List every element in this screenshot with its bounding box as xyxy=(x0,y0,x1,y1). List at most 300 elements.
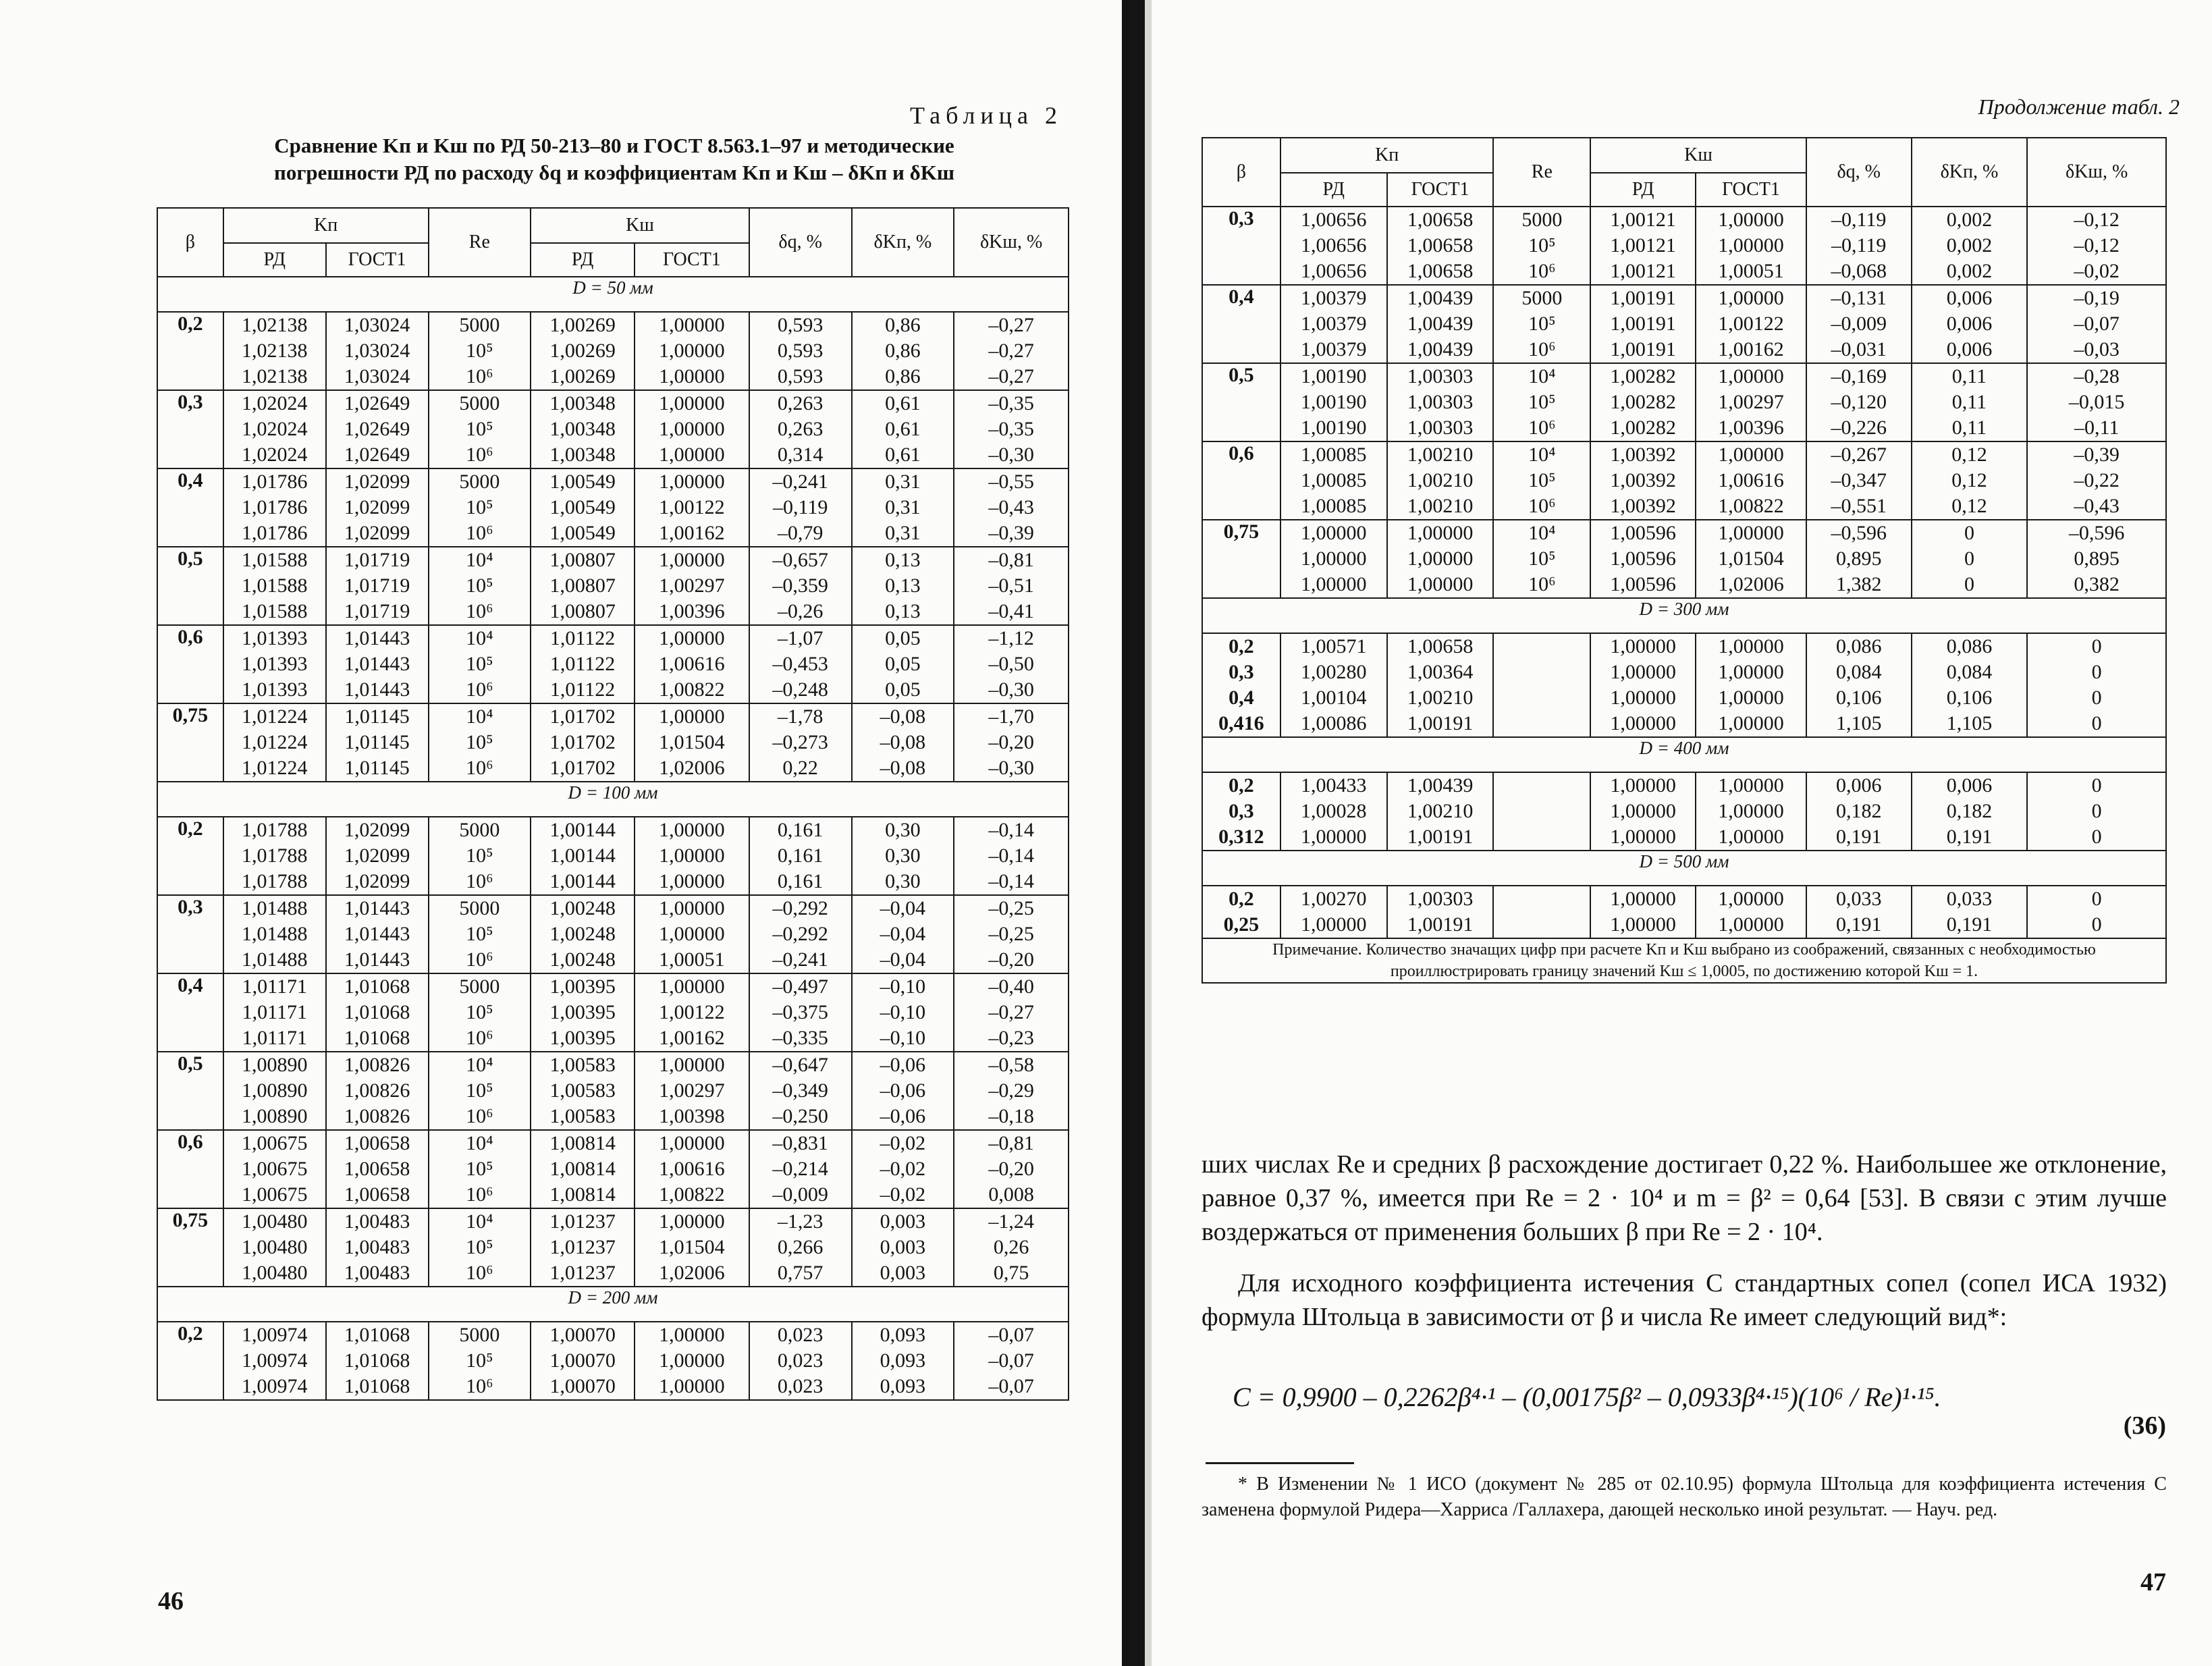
ksh-rd-cell xyxy=(531,312,635,390)
ksh-gost-cell-value: 1,00000 xyxy=(659,365,725,387)
kp-rd-cell-value: 1,01224 xyxy=(242,705,308,728)
dq-cell-value: 0,757 xyxy=(777,1262,824,1284)
dkp-cell-value: 0,05 xyxy=(885,627,921,649)
dksh-cell-value: –0,14 xyxy=(988,819,1034,841)
kp-rd-cell xyxy=(223,1052,326,1130)
kp-rd-cell xyxy=(223,1208,326,1287)
re-cell-value: 10⁶ xyxy=(466,365,493,387)
dkp-cell xyxy=(852,547,954,625)
kp-rd-cell-value: 1,00085 xyxy=(1301,495,1367,517)
ksh-rd-cell-value: 1,00395 xyxy=(549,975,616,998)
dksh-cell-value: –0,35 xyxy=(988,418,1034,440)
dksh-cell-value: –0,39 xyxy=(2074,444,2120,466)
ksh-rd-cell-value: 1,00583 xyxy=(549,1079,616,1102)
ksh-gost-cell-value: 1,00000 xyxy=(1718,635,1784,657)
dksh-cell-value: –0,02 xyxy=(2074,260,2120,282)
ksh-gost-cell-value: 1,00000 xyxy=(1718,365,1784,387)
ksh-rd-cell-value: 1,00000 xyxy=(1610,826,1676,848)
dq-cell-value: –1,23 xyxy=(777,1210,824,1233)
dkp-cell xyxy=(852,468,954,547)
dksh-cell-value: –0,51 xyxy=(988,574,1034,597)
ksh-rd-cell-value: 1,00000 xyxy=(1610,800,1676,822)
kp-rd-cell-value: 1,00379 xyxy=(1301,338,1367,360)
ksh-gost-cell xyxy=(635,703,749,782)
dkp-cell-value: 0,31 xyxy=(885,471,921,493)
dkp-cell-value: 0,093 xyxy=(880,1375,926,1397)
ksh-gost-cell-value: 1,00000 xyxy=(1718,661,1784,683)
beta-cell: 0,75 xyxy=(157,703,223,782)
dq-cell-value: 0,593 xyxy=(777,365,824,387)
dkp-cell xyxy=(1912,886,2028,938)
kp-rd-cell-value: 1,00656 xyxy=(1301,209,1367,231)
dq-cell-value: 0,161 xyxy=(777,870,824,892)
kp-gost-cell-value: 1,01145 xyxy=(344,757,410,779)
dkp-cell xyxy=(852,973,954,1052)
ksh-gost-cell-value: 1,00616 xyxy=(659,653,725,675)
re-cell xyxy=(429,1130,531,1208)
kp-gost-cell-value: 1,02099 xyxy=(344,496,410,518)
kp-rd-cell-value: 1,00000 xyxy=(1301,573,1367,595)
dkp-cell xyxy=(852,817,954,895)
dq-cell-value: –0,031 xyxy=(1831,338,1887,360)
dq-cell-value: 0,263 xyxy=(777,392,824,414)
dkp-cell-value: 0,12 xyxy=(1951,469,1987,491)
beta-cell-value: 0,2 xyxy=(1229,635,1254,657)
dkp-cell-value: 0,084 xyxy=(1946,661,1993,683)
kp-gost-cell-value: 1,01145 xyxy=(344,705,410,728)
ksh-rd-cell xyxy=(531,895,635,973)
dq-cell-value: 0,593 xyxy=(777,314,824,336)
dkp-cell-value: 0,093 xyxy=(880,1324,926,1346)
table-row-group xyxy=(157,973,1069,1052)
kp-rd-cell-value: 1,00379 xyxy=(1301,287,1367,309)
kp-gost-cell xyxy=(1387,520,1494,598)
re-cell-value: 10⁵ xyxy=(466,1236,493,1258)
table-row-group xyxy=(157,390,1069,468)
kp-gost-cell-value: 1,00000 xyxy=(1407,522,1474,544)
table-row-group xyxy=(157,547,1069,625)
kp-rd-cell xyxy=(223,703,326,782)
ksh-rd-cell xyxy=(531,1208,635,1287)
ksh-gost-cell xyxy=(635,312,749,390)
dkp-cell-value: 0,31 xyxy=(885,496,921,518)
re-cell-value: 10⁵ xyxy=(466,653,493,675)
table-row-group xyxy=(1202,633,2166,737)
ksh-rd-cell-value: 1,00549 xyxy=(549,522,616,544)
footnote: * В Изменении № 1 ИСО (документ № 285 от 02.10.95) формула Штольца для коэффициента истечения C заменена формулой Ридера—Харриса /Галлахера, дающей несколько иной результат. — Науч. ред. xyxy=(1202,1474,2167,1520)
ksh-rd-cell-value: 1,00000 xyxy=(1610,661,1676,683)
ksh-gost-cell-value: 1,00822 xyxy=(659,678,725,701)
re-cell-value: 10⁵ xyxy=(1528,313,1556,335)
re-cell xyxy=(429,1208,531,1287)
ksh-rd-cell-value: 1,00248 xyxy=(549,948,616,971)
kp-gost-cell-value: 1,00303 xyxy=(1407,416,1474,439)
table-row-group xyxy=(1202,285,2166,363)
dkp-cell xyxy=(852,1322,954,1400)
ksh-rd-cell-value: 1,00807 xyxy=(549,600,616,622)
re-cell-value: 10⁵ xyxy=(466,574,493,597)
kp-rd-cell xyxy=(223,390,326,468)
dkp-cell-value: 0,106 xyxy=(1946,687,1993,709)
re-cell-value: 10⁵ xyxy=(466,1001,493,1023)
dksh-cell-value: –0,81 xyxy=(988,549,1034,571)
ksh-rd-cell-value: 1,00144 xyxy=(549,819,616,841)
re-cell-value: 10⁴ xyxy=(466,1132,493,1154)
dksh-cell-value: 0 xyxy=(2091,774,2102,797)
dksh-cell xyxy=(954,1052,1069,1130)
kp-rd-cell xyxy=(223,312,326,390)
table-row-group xyxy=(157,895,1069,973)
kp-gost-cell-value: 1,01145 xyxy=(344,731,410,753)
dkp-cell-value: 0,006 xyxy=(1946,774,1993,797)
dq-cell xyxy=(1806,285,1912,363)
kp-gost-cell-value: 1,02649 xyxy=(344,418,410,440)
dksh-cell-value: –0,20 xyxy=(988,948,1034,971)
dksh-cell-value: –0,12 xyxy=(2074,209,2120,231)
kp-gost-cell xyxy=(1387,441,1494,520)
kp-gost-cell-value: 1,00000 xyxy=(1407,547,1474,570)
equation-number: (36) xyxy=(2123,1412,2166,1440)
ksh-rd-cell-value: 1,00596 xyxy=(1610,573,1676,595)
ksh-rd-cell-value: 1,00807 xyxy=(549,549,616,571)
dksh-cell-value: 0 xyxy=(2091,888,2102,910)
dq-cell-value: 0,191 xyxy=(1836,826,1882,848)
table-row-group xyxy=(1202,207,2166,285)
dq-cell-value: –0,359 xyxy=(772,574,828,597)
re-cell xyxy=(429,817,531,895)
kp-gost-cell-value: 1,00303 xyxy=(1407,365,1474,387)
dkp-cell xyxy=(1912,285,2028,363)
header-kp-rd: РД xyxy=(223,243,326,277)
kp-gost-cell-value: 1,01068 xyxy=(344,1375,410,1397)
paragraph-2: Для исходного коэффициента истечения C стандартных сопел (сопел ИСА 1932) формула Штольца в зависимости от β и числа Re имеет следующий вид*: xyxy=(1202,1269,2167,1331)
dq-cell xyxy=(749,1052,852,1130)
kp-gost-cell-value: 1,00303 xyxy=(1407,391,1474,413)
kp-rd-cell xyxy=(223,1322,326,1400)
kp-rd-cell-value: 1,00000 xyxy=(1301,547,1367,570)
re-cell-value: 10⁵ xyxy=(466,418,493,440)
dq-cell-value: –0,551 xyxy=(1831,495,1887,517)
kp-rd-cell-value: 1,01786 xyxy=(242,471,308,493)
dkp-cell-value: 0,003 xyxy=(880,1210,926,1233)
kp-rd-cell-value: 1,01224 xyxy=(242,757,308,779)
right-page xyxy=(1148,0,2212,1666)
section-header-row xyxy=(1202,598,2166,633)
ksh-rd-cell-value: 1,00395 xyxy=(549,1001,616,1023)
kp-gost-cell-value: 1,01719 xyxy=(344,574,410,597)
dkp-cell-value: 0 xyxy=(1964,573,1974,595)
ksh-gost-cell-value: 1,00000 xyxy=(659,444,725,466)
ksh-rd-cell-value: 1,00348 xyxy=(549,418,616,440)
section-title: D = 500 мм xyxy=(1202,851,2166,886)
re-cell-value: 10⁶ xyxy=(466,522,493,544)
dkp-cell-value: –0,04 xyxy=(880,923,926,945)
dkp-cell xyxy=(852,625,954,703)
ksh-rd-cell xyxy=(531,1130,635,1208)
kp-rd-cell-value: 1,00379 xyxy=(1301,313,1367,335)
kp-rd-cell-value: 1,00000 xyxy=(1301,522,1367,544)
table-row-group xyxy=(1202,520,2166,598)
dksh-cell-value: –1,70 xyxy=(988,705,1034,728)
dksh-cell xyxy=(2027,772,2166,851)
re-cell-value: 10⁵ xyxy=(1528,547,1556,570)
ksh-gost-cell xyxy=(635,1130,749,1208)
dkp-cell-value: 1,105 xyxy=(1946,712,1993,734)
ksh-rd-cell-value: 1,00248 xyxy=(549,923,616,945)
dksh-cell xyxy=(954,895,1069,973)
ksh-rd-cell-value: 1,00583 xyxy=(549,1054,616,1076)
dksh-cell-value: 0 xyxy=(2091,687,2102,709)
ksh-gost-cell xyxy=(635,817,749,895)
kp-gost-cell-value: 1,01068 xyxy=(344,1001,410,1023)
dkp-cell-value: 0,30 xyxy=(885,844,921,867)
dq-cell-value: 1,382 xyxy=(1836,573,1882,595)
dq-cell xyxy=(749,468,852,547)
re-cell-value: 10⁵ xyxy=(466,731,493,753)
kp-rd-cell-value: 1,00270 xyxy=(1301,888,1367,910)
dksh-cell xyxy=(954,547,1069,625)
dkp-cell-value: 0,002 xyxy=(1946,260,1993,282)
ksh-rd-cell-value: 1,00583 xyxy=(549,1105,616,1127)
kp-gost-cell-value: 1,01719 xyxy=(344,600,410,622)
dkp-cell-value: 0,12 xyxy=(1951,495,1987,517)
kp-gost-cell xyxy=(326,625,429,703)
kp-gost-cell-value: 1,01068 xyxy=(344,1027,410,1049)
kp-rd-cell-value: 1,00890 xyxy=(242,1105,308,1127)
ksh-gost-cell-value: 1,00822 xyxy=(1718,495,1784,517)
ksh-rd-cell xyxy=(531,547,635,625)
header-beta: β xyxy=(157,208,223,277)
ksh-rd-cell xyxy=(531,973,635,1052)
dkp-cell-value: 0,003 xyxy=(880,1262,926,1284)
re-cell-value: 10⁶ xyxy=(1528,495,1556,517)
kp-rd-cell-value: 1,02024 xyxy=(242,392,308,414)
beta-cell: 0,5 xyxy=(157,1052,223,1130)
kp-rd-cell-value: 1,00571 xyxy=(1301,635,1367,657)
ksh-rd-cell-value: 1,00269 xyxy=(549,340,616,362)
re-cell-value: 10⁶ xyxy=(466,444,493,466)
beta-cell: 0,6 xyxy=(1202,441,1280,520)
ksh-rd-cell-value: 1,01237 xyxy=(549,1236,616,1258)
dksh-cell-value: –0,81 xyxy=(988,1132,1034,1154)
kp-gost-cell-value: 1,00658 xyxy=(344,1158,410,1180)
dksh-cell-value: –0,11 xyxy=(2074,416,2120,439)
dq-cell-value: 0,023 xyxy=(777,1349,824,1372)
dkp-cell-value: 0,002 xyxy=(1946,209,1993,231)
kp-rd-cell-value: 1,00890 xyxy=(242,1079,308,1102)
ksh-rd-cell-value: 1,00269 xyxy=(549,314,616,336)
beta-cell: 0,2 xyxy=(157,1322,223,1400)
re-cell-value: 10⁴ xyxy=(466,705,493,728)
dksh-cell-value: –0,35 xyxy=(988,392,1034,414)
re-cell-value: 5000 xyxy=(459,897,500,919)
re-cell xyxy=(1493,886,1590,938)
re-cell-value: 5000 xyxy=(459,975,500,998)
dkp-cell-value: 0,191 xyxy=(1946,913,1993,936)
re-cell-value: 10⁶ xyxy=(1528,260,1556,282)
dksh-cell-value: –0,40 xyxy=(988,975,1034,998)
dkp-cell-value: 0,86 xyxy=(885,314,921,336)
dkp-cell-value: 0,05 xyxy=(885,678,921,701)
beta-cell-value: 0,3 xyxy=(1229,661,1254,683)
kp-gost-cell-value: 1,02099 xyxy=(344,471,410,493)
dq-cell-value: –0,119 xyxy=(1831,209,1887,231)
kp-rd-cell-value: 1,00480 xyxy=(242,1210,308,1233)
ksh-gost-cell-value: 1,00000 xyxy=(659,340,725,362)
dksh-cell-value: 0 xyxy=(2091,635,2102,657)
re-cell-value: 10⁶ xyxy=(466,948,493,971)
re-cell xyxy=(1493,772,1590,851)
kp-rd-cell-value: 1,00675 xyxy=(242,1158,308,1180)
ksh-rd-cell-value: 1,00191 xyxy=(1610,313,1676,335)
ksh-rd-cell xyxy=(1590,285,1696,363)
dkp-cell-value: –0,02 xyxy=(880,1132,926,1154)
ksh-gost-cell-value: 1,00297 xyxy=(659,1079,725,1102)
dq-cell-value: –0,241 xyxy=(772,471,828,493)
ksh-rd-cell-value: 1,00348 xyxy=(549,392,616,414)
kp-rd-cell-value: 1,00280 xyxy=(1301,661,1367,683)
re-cell-value: 10⁴ xyxy=(466,627,493,649)
ksh-gost-cell-value: 1,00000 xyxy=(659,1375,725,1397)
dksh-cell xyxy=(954,973,1069,1052)
dksh-cell-value: –0,43 xyxy=(988,496,1034,518)
header-dksh: δKш, % xyxy=(954,208,1069,277)
comparison-table-right xyxy=(1202,137,2167,984)
kp-rd-cell-value: 1,01488 xyxy=(242,923,308,945)
re-cell-value: 10⁵ xyxy=(466,1158,493,1180)
kp-rd-cell xyxy=(223,1130,326,1208)
dq-cell xyxy=(1806,207,1912,285)
dq-cell-value: –0,26 xyxy=(777,600,824,622)
dksh-cell-value: 0,008 xyxy=(988,1183,1034,1206)
dksh-cell-value: –0,30 xyxy=(988,444,1034,466)
beta-cell xyxy=(1202,772,1280,851)
kp-gost-cell-value: 1,01443 xyxy=(344,897,410,919)
ksh-gost-cell-value: 1,02006 xyxy=(1718,573,1784,595)
beta-cell xyxy=(1202,886,1280,938)
re-cell-value: 10⁵ xyxy=(466,496,493,518)
beta-cell-value: 0,4 xyxy=(1229,687,1254,709)
ksh-rd-cell-value: 1,00191 xyxy=(1610,338,1676,360)
ksh-rd-cell-value: 1,00814 xyxy=(549,1132,616,1154)
dkp-cell-value: 0,11 xyxy=(1951,365,1987,387)
dksh-cell xyxy=(954,625,1069,703)
dkp-cell-value: 0,006 xyxy=(1946,287,1993,309)
kp-rd-cell-value: 1,00190 xyxy=(1301,365,1367,387)
ksh-gost-cell-value: 1,00000 xyxy=(659,1132,725,1154)
dkp-cell-value: 0,003 xyxy=(880,1236,926,1258)
dksh-cell-value: –0,18 xyxy=(988,1105,1034,1127)
re-cell xyxy=(1493,441,1590,520)
kp-rd-cell-value: 1,00000 xyxy=(1301,826,1367,848)
ksh-gost-cell-value: 1,00000 xyxy=(1718,826,1784,848)
ksh-gost-cell-value: 1,00000 xyxy=(1718,687,1784,709)
kp-rd-cell-value: 1,00974 xyxy=(242,1375,308,1397)
dksh-cell-value: –0,25 xyxy=(988,923,1034,945)
beta-cell-value: 0,3 xyxy=(1229,800,1254,822)
dkp-cell xyxy=(1912,520,2028,598)
ksh-gost-cell xyxy=(1696,520,1806,598)
dkp-cell-value: –0,02 xyxy=(880,1183,926,1206)
kp-gost-cell xyxy=(326,312,429,390)
dq-cell-value: –0,119 xyxy=(772,496,828,518)
kp-rd-cell-value: 1,01588 xyxy=(242,549,308,571)
ksh-gost-cell-value: 1,00000 xyxy=(1718,444,1784,466)
kp-gost-cell-value: 1,00210 xyxy=(1407,495,1474,517)
dq-cell xyxy=(749,1322,852,1400)
beta-cell: 0,4 xyxy=(157,973,223,1052)
kp-rd-cell-value: 1,01171 xyxy=(242,975,307,998)
ksh-gost-cell-value: 1,00000 xyxy=(1718,712,1784,734)
re-cell-value: 10⁵ xyxy=(466,1079,493,1102)
dksh-cell-value: 0 xyxy=(2091,913,2102,936)
dq-cell-value: 0,593 xyxy=(777,340,824,362)
dksh-cell xyxy=(954,1322,1069,1400)
ksh-gost-cell-value: 1,00000 xyxy=(659,392,725,414)
dkp-cell-value: –0,06 xyxy=(880,1105,926,1127)
dksh-cell xyxy=(954,817,1069,895)
ksh-rd-cell-value: 1,00392 xyxy=(1610,444,1676,466)
kp-gost-cell-value: 1,00210 xyxy=(1407,444,1474,466)
ksh-gost-cell-value: 1,00162 xyxy=(659,522,725,544)
dkp-cell-value: –0,08 xyxy=(880,731,926,753)
kp-gost-cell xyxy=(1387,363,1494,441)
header-dkp: δKп, % xyxy=(852,208,954,277)
dkp-cell-value: 0,182 xyxy=(1946,800,1993,822)
dq-cell-value: –0,267 xyxy=(1831,444,1887,466)
ksh-rd-cell-value: 1,00392 xyxy=(1610,469,1676,491)
dksh-cell-value: –0,07 xyxy=(2074,313,2120,335)
section-title: D = 100 мм xyxy=(157,782,1069,817)
ksh-rd-cell-value: 1,01237 xyxy=(549,1262,616,1284)
dkp-cell-value: 0,05 xyxy=(885,653,921,675)
kp-gost-cell-value: 1,01443 xyxy=(344,948,410,971)
kp-gost-cell-value: 1,01443 xyxy=(344,678,410,701)
dq-cell xyxy=(1806,520,1912,598)
header-kp: Kп xyxy=(1280,138,1494,173)
dksh-cell-value: –0,07 xyxy=(988,1375,1034,1397)
dkp-cell-value: 0,31 xyxy=(885,522,921,544)
kp-gost-cell xyxy=(326,1130,429,1208)
dksh-cell-value: –0,12 xyxy=(2074,234,2120,257)
ksh-rd-cell-value: 1,00191 xyxy=(1610,287,1676,309)
kp-gost-cell xyxy=(326,895,429,973)
header-ksh: Kш xyxy=(1590,138,1806,173)
dq-cell-value: –0,226 xyxy=(1831,416,1887,439)
dq-cell-value: –0,250 xyxy=(772,1105,828,1127)
kp-gost-cell-value: 1,02099 xyxy=(344,522,410,544)
ksh-rd-cell-value: 1,00814 xyxy=(549,1183,616,1206)
section-header-row xyxy=(157,277,1069,312)
dksh-cell-value: –0,30 xyxy=(988,757,1034,779)
ksh-gost-cell-value: 1,00000 xyxy=(1718,800,1784,822)
kp-rd-cell-value: 1,00656 xyxy=(1301,234,1367,257)
ksh-gost-cell-value: 1,00122 xyxy=(1718,313,1784,335)
ksh-rd-cell-value: 1,00269 xyxy=(549,365,616,387)
ksh-rd-cell xyxy=(531,703,635,782)
dkp-cell-value: –0,06 xyxy=(880,1079,926,1102)
dksh-cell xyxy=(2027,633,2166,737)
dq-cell-value: –0,375 xyxy=(772,1001,828,1023)
re-cell-value: 10⁶ xyxy=(1528,338,1556,360)
kp-gost-cell-value: 1,00483 xyxy=(344,1210,410,1233)
beta-cell: 0,6 xyxy=(157,1130,223,1208)
dksh-cell-value: –0,41 xyxy=(988,600,1034,622)
header-ksh-rd: РД xyxy=(1590,173,1696,207)
kp-rd-cell-value: 1,01488 xyxy=(242,897,308,919)
ksh-rd-cell-value: 1,00395 xyxy=(549,1027,616,1049)
kp-gost-cell xyxy=(326,1208,429,1287)
